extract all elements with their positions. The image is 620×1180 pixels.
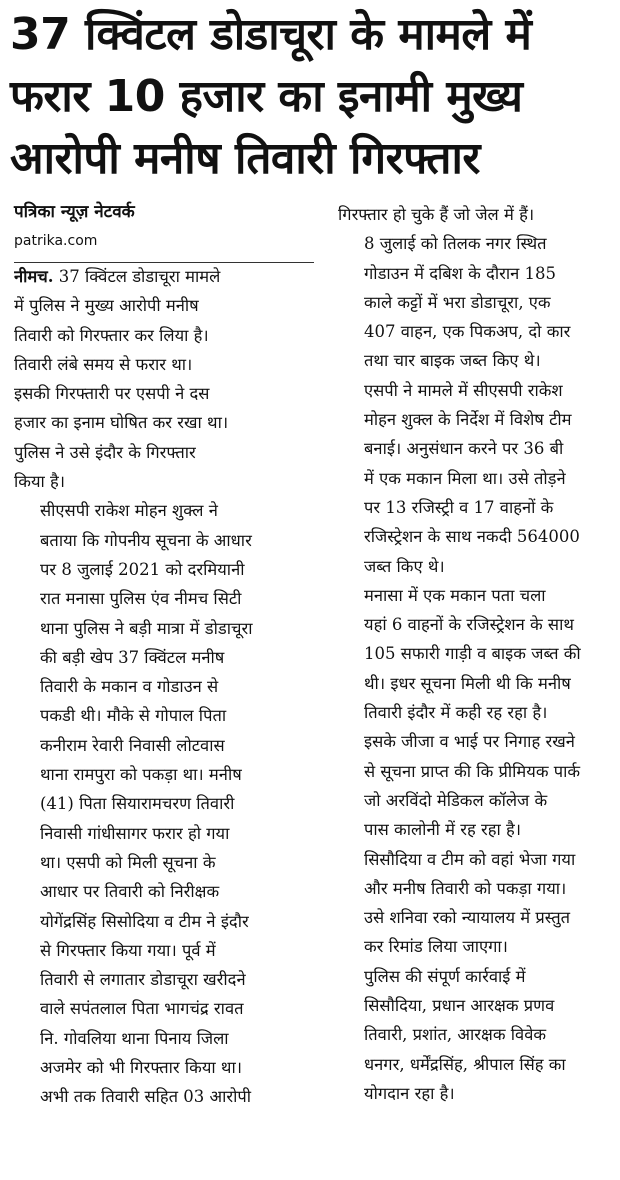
text-line: सीएसपी राकेश मोहन शुक्ल ने	[40, 501, 218, 521]
paragraph	[338, 200, 620, 229]
text-line: रजिस्ट्रेशन के साथ नकदी 564000	[364, 527, 580, 547]
text-line: एसपी ने मामले में सीएसपी राकेश	[364, 380, 563, 400]
text-line: 8 जुलाई को तिलक नगर स्थित	[364, 234, 547, 254]
text-line: पर 8 जुलाई 2021 को दरमियानी	[40, 559, 245, 579]
byline: पत्रिका न्यूज़ नेटवर्क	[14, 202, 135, 222]
text-line: बनाई। अनुसंधान करने पर 36 बी	[364, 439, 564, 459]
headline-line: 37 क्विंटल डोडाचूरा के मामले में	[10, 9, 532, 60]
text-line: में पुलिस ने मुख्य आरोपी मनीष	[14, 296, 199, 316]
text-line: मनासा में एक मकान पता चला	[364, 585, 546, 605]
text-line: योगदान रहा है।	[364, 1083, 455, 1103]
paragraph	[338, 229, 620, 581]
text-line: अजमेर को भी गिरफ्तार किया था।	[40, 1058, 242, 1078]
text-line: किया है।	[14, 472, 66, 492]
text-line: निवासी गांधीसागर फरार हो गया	[40, 823, 230, 843]
text-line: पुलिस ने उसे इंदौर के गिरफ्तार	[14, 442, 196, 462]
text-line: काले कट्टों में भरा डोडाचूरा, एक	[364, 292, 551, 312]
text-line: 407 वाहन, एक पिकअप, दो कार	[364, 322, 571, 342]
text-line: थाना रामपुरा को पकड़ा था। मनीष	[40, 765, 242, 785]
text-line: गिरफ्तार हो चुके हैं जो जेल में हैं।	[338, 205, 535, 224]
right-column	[338, 200, 620, 1108]
text-line: से सूचना प्राप्त की कि प्रीमियक पार्क	[364, 761, 581, 781]
paragraph	[14, 496, 314, 1111]
text-line: जो अरविंदो मेडिकल कॉलेज के	[364, 790, 548, 810]
text-line: यहां 6 वाहनों के रजिस्ट्रेशन के साथ	[364, 615, 574, 635]
text-line: तिवारी के मकान व गोडाउन से	[40, 677, 219, 697]
text-line: थाना पुलिस ने बड़ी मात्रा में डोडाचूरा	[40, 618, 253, 638]
text-line: नि. गोवलिया थाना पिनाय जिला	[40, 1028, 229, 1048]
text-line: हजार का इनाम घोषित कर रखा था।	[14, 413, 229, 433]
text-line: कनीराम रेवारी निवासी लोटवास	[40, 735, 225, 755]
text-line: तिवारी, प्रशांत, आरक्षक विवेक	[364, 1025, 547, 1045]
text-line: पास कालोनी में रह रहा है।	[364, 820, 522, 840]
text-line: कर रिमांड लिया जाएगा।	[364, 937, 508, 957]
paragraph	[338, 581, 620, 962]
text-line: थी। इधर सूचना मिली थी कि मनीष	[364, 673, 571, 693]
headline	[10, 4, 616, 190]
text-line: इसकी गिरफ्तारी पर एसपी ने दस	[14, 384, 210, 404]
text-line: गोडाउन में दबिश के दौरान 185	[364, 263, 557, 283]
text-line: तिवारी इंदौर में कही रह रहा है।	[364, 703, 548, 723]
text-line: की बड़ी खेप 37 क्विंटल मनीष	[40, 647, 225, 667]
left-column	[14, 262, 314, 1112]
text-line: रात मनासा पुलिस एंव नीमच सिटी	[40, 589, 242, 609]
text-line: (41) पिता सियारामचरण तिवारी	[40, 794, 235, 814]
paragraph	[14, 262, 314, 496]
paragraph	[338, 962, 620, 1108]
headline-line: आरोपी मनीष तिवारी गिरफ्तार	[10, 133, 480, 184]
text-line: में एक मकान मिला था। उसे तोड़ने	[364, 468, 566, 488]
text-line: योगेंद्रसिंह सिसोदिया व टीम ने इंदौर	[40, 911, 249, 931]
text-fragment: 37 क्विंटल डोडाचूरा मामले	[53, 267, 221, 286]
text-line: और मनीष तिवारी को पकड़ा गया।	[364, 878, 567, 898]
text-line: तिवारी को गिरफ्तार कर लिया है।	[14, 325, 209, 345]
text-line	[14, 262, 314, 291]
text-line: 105 सफारी गाड़ी व बाइक जब्त की	[364, 644, 581, 664]
text-line: तिवारी से लगातार डोडाचूरा खरीदने	[40, 970, 246, 990]
site-link[interactable]: patrika.com	[14, 233, 98, 249]
text-line: तथा चार बाइक जब्त किए थे।	[364, 351, 541, 371]
text-line: सिसौदिया, प्रधान आरक्षक प्रणव	[364, 996, 555, 1016]
text-line: जब्त किए थे।	[364, 556, 445, 576]
headline-line: फरार 10 हजार का इनामी मुख्य	[10, 71, 523, 122]
text-line: तिवारी लंबे समय से फरार था।	[14, 354, 193, 374]
text-line: इसके जीजा व भाई पर निगाह रखने	[364, 732, 575, 752]
text-line: था। एसपी को मिली सूचना के	[40, 852, 216, 872]
text-line: अभी तक तिवारी सहित 03 आरोपी	[40, 1087, 252, 1107]
text-line: बताया कि गोपनीय सूचना के आधार	[40, 530, 252, 550]
text-line: सिसौदिया व टीम को वहां भेजा गया	[364, 849, 576, 869]
text-line: पुलिस की संपूर्ण कार्रवाई में	[364, 966, 526, 986]
text-line: धनगर, धर्मेंद्रसिंह, श्रीपाल सिंह का	[364, 1054, 566, 1074]
text-line: उसे शनिवा रको न्यायालय में प्रस्तुत	[364, 908, 571, 928]
text-line: पर 13 रजिस्ट्री व 17 वाहनों के	[364, 497, 554, 517]
text-line: से गिरफ्तार किया गया। पूर्व में	[40, 940, 216, 960]
dateline: नीमच.	[14, 267, 54, 286]
text-line: पकडी थी। मौके से गोपाल पिता	[40, 706, 227, 726]
text-line: आधार पर तिवारी को निरीक्षक	[40, 882, 220, 902]
text-line: मोहन शुक्ल के निर्देश में विशेष टीम	[364, 410, 572, 430]
text-line: वाले सपंतलाल पिता भागचंद्र रावत	[40, 999, 244, 1019]
